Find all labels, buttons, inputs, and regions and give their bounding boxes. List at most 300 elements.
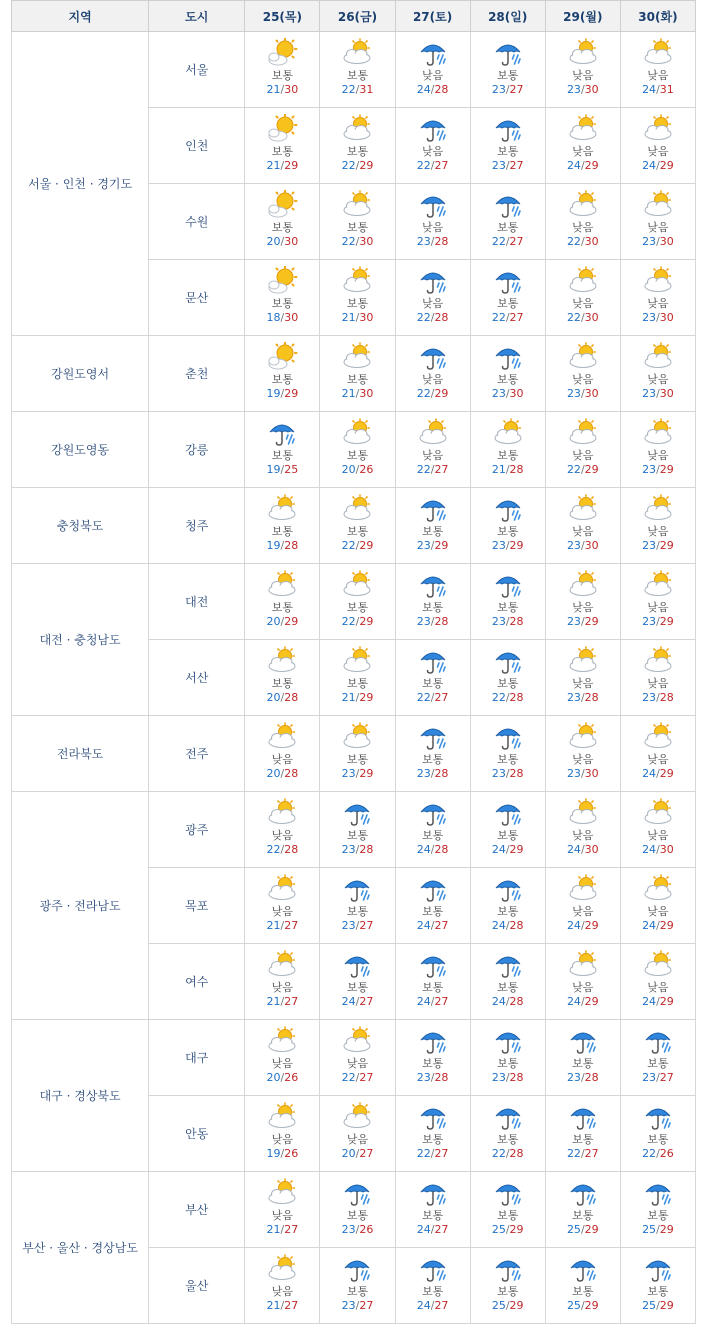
- rain-umbrella-icon: [491, 266, 525, 296]
- temperature-range: [567, 690, 599, 705]
- forecast-cell: [395, 336, 470, 412]
- forecast-cell-content: [320, 184, 394, 249]
- partly-cloudy-icon: [265, 570, 299, 600]
- rain-umbrella-icon: [491, 646, 525, 676]
- temperature-range: [567, 234, 599, 249]
- temperature-separator: /: [280, 919, 285, 932]
- high-temperature: 29: [584, 1223, 599, 1236]
- temperature-range: [417, 1146, 449, 1161]
- forecast-cell: [620, 564, 695, 640]
- low-temperature: 22: [491, 1147, 506, 1160]
- forecast-cell: [245, 32, 320, 108]
- temperature-separator: /: [280, 539, 285, 552]
- temperature-range: [267, 842, 299, 857]
- city-column-header: 도시: [149, 1, 245, 32]
- rain-umbrella-icon: [491, 342, 525, 372]
- forecast-cell: [470, 564, 545, 640]
- forecast-cell-content: [471, 640, 545, 705]
- forecast-cell-content: [546, 640, 620, 705]
- high-temperature: 29: [659, 919, 674, 932]
- low-temperature: 22: [491, 311, 506, 324]
- high-temperature: 26: [359, 463, 374, 476]
- forecast-cell: [395, 564, 470, 640]
- high-temperature: 27: [434, 159, 449, 172]
- temperature-range: [492, 614, 524, 629]
- city-cell: 춘천: [149, 336, 245, 412]
- high-temperature: 29: [659, 1299, 674, 1312]
- temperature-separator: /: [280, 387, 285, 400]
- high-temperature: 30: [584, 311, 599, 324]
- condition-label: 낮음: [572, 373, 594, 386]
- low-temperature: 23: [642, 539, 657, 552]
- condition-label: 낮음: [647, 449, 669, 462]
- temperature-range: [642, 1222, 674, 1237]
- partly-cloudy-icon: [641, 342, 675, 372]
- high-temperature: 27: [434, 995, 449, 1008]
- temperature-range: [417, 1298, 449, 1313]
- city-cell: 전주: [149, 716, 245, 792]
- partly-cloudy-icon: [265, 646, 299, 676]
- rain-umbrella-icon: [416, 950, 450, 980]
- forecast-cell: [545, 716, 620, 792]
- table-row: [12, 488, 696, 564]
- forecast-cell: [245, 564, 320, 640]
- forecast-cell: [620, 336, 695, 412]
- condition-label: 낮음: [647, 677, 669, 690]
- low-temperature: 23: [416, 235, 431, 248]
- temperature-range: [642, 1146, 674, 1161]
- forecast-cell-content: [546, 944, 620, 1009]
- partly-cloudy-icon: [566, 646, 600, 676]
- temperature-range: [417, 766, 449, 781]
- temperature-separator: /: [430, 159, 435, 172]
- forecast-cell-content: [396, 184, 470, 249]
- region-cell: 전라북도: [12, 716, 149, 792]
- forecast-cell: [620, 1172, 695, 1248]
- city-cell: 인천: [149, 108, 245, 184]
- temperature-range: [642, 842, 674, 857]
- temperature-separator: /: [430, 235, 435, 248]
- condition-label: 낮음: [572, 981, 594, 994]
- forecast-cell-content: [621, 792, 695, 857]
- partly-cloudy-icon: [265, 1102, 299, 1132]
- condition-label: 보통: [421, 1285, 444, 1298]
- low-temperature: 22: [416, 1147, 431, 1160]
- forecast-cell-content: [396, 1020, 470, 1085]
- low-temperature: 24: [416, 83, 431, 96]
- temperature-range: [642, 1298, 674, 1313]
- forecast-cell-content: [396, 868, 470, 933]
- temperature-separator: /: [505, 387, 510, 400]
- forecast-cell: [545, 488, 620, 564]
- condition-label: 보통: [497, 449, 519, 462]
- region-cell: 서울 · 인천 · 경기도: [12, 32, 149, 336]
- temperature-range: [342, 158, 374, 173]
- temperature-range: [342, 234, 374, 249]
- table-row: [12, 564, 696, 640]
- temperature-range: [567, 1298, 599, 1313]
- forecast-cell: [245, 108, 320, 184]
- low-temperature: 19: [266, 387, 281, 400]
- partly-cloudy-icon: [641, 114, 675, 144]
- forecast-cell: [620, 1248, 695, 1324]
- condition-label: 낮음: [271, 1133, 293, 1146]
- temperature-range: [417, 690, 449, 705]
- condition-label: 낮음: [346, 1133, 369, 1146]
- temperature-separator: /: [656, 767, 660, 780]
- high-temperature: 27: [434, 1299, 449, 1312]
- temperature-range: [492, 234, 524, 249]
- rain-umbrella-icon: [491, 114, 525, 144]
- high-temperature: 27: [659, 1071, 674, 1084]
- temperature-separator: /: [280, 767, 285, 780]
- temperature-separator: /: [505, 1223, 510, 1236]
- forecast-cell-content: [471, 792, 545, 857]
- high-temperature: 27: [509, 235, 524, 248]
- low-temperature: 23: [491, 83, 506, 96]
- forecast-cell-content: [245, 716, 319, 781]
- low-temperature: 24: [566, 919, 581, 932]
- forecast-cell-content: [546, 1096, 620, 1161]
- forecast-cell: [470, 944, 545, 1020]
- low-temperature: 22: [566, 311, 581, 324]
- rain-umbrella-icon: [491, 190, 525, 220]
- forecast-cell: [620, 108, 695, 184]
- forecast-cell-content: [546, 716, 620, 781]
- temperature-separator: /: [505, 1147, 510, 1160]
- temperature-separator: /: [580, 691, 585, 704]
- forecast-cell: [620, 716, 695, 792]
- rain-umbrella-icon: [416, 266, 450, 296]
- city-cell: 부산: [149, 1172, 245, 1248]
- high-temperature: 30: [584, 843, 599, 856]
- condition-label: 낮음: [572, 677, 594, 690]
- temperature-separator: /: [656, 463, 660, 476]
- table-body: [12, 32, 696, 1324]
- high-temperature: 31: [359, 83, 374, 96]
- forecast-cell: [395, 1248, 470, 1324]
- high-temperature: 29: [584, 995, 599, 1008]
- low-temperature: 22: [642, 1147, 657, 1160]
- high-temperature: 27: [359, 995, 374, 1008]
- forecast-cell: [320, 1248, 395, 1324]
- temperature-range: [492, 766, 524, 781]
- partly-cloudy-icon: [566, 570, 600, 600]
- high-temperature: 29: [584, 919, 599, 932]
- low-temperature: 23: [566, 387, 581, 400]
- high-temperature: 27: [359, 1299, 374, 1312]
- forecast-cell: [470, 260, 545, 336]
- forecast-cell: [620, 1096, 695, 1172]
- high-temperature: 26: [284, 1071, 299, 1084]
- high-temperature: 28: [509, 767, 524, 780]
- high-temperature: 27: [434, 919, 449, 932]
- temperature-separator: /: [656, 691, 660, 704]
- high-temperature: 31: [659, 83, 674, 96]
- forecast-cell: [470, 1248, 545, 1324]
- high-temperature: 28: [509, 995, 524, 1008]
- condition-label: 낮음: [271, 753, 293, 766]
- region-cell: 강원도영동: [12, 412, 149, 488]
- temperature-range: [342, 690, 374, 705]
- condition-label: 보통: [271, 449, 293, 462]
- forecast-cell: [395, 108, 470, 184]
- low-temperature: 23: [416, 1071, 431, 1084]
- high-temperature: 26: [359, 1223, 374, 1236]
- temperature-separator: /: [355, 767, 360, 780]
- forecast-cell: [245, 336, 320, 412]
- forecast-cell: [620, 412, 695, 488]
- forecast-cell: [620, 640, 695, 716]
- temperature-separator: /: [355, 1071, 360, 1084]
- partly-cloudy-icon: [340, 342, 374, 372]
- forecast-cell-content: [621, 260, 695, 325]
- sun-icon: [265, 38, 299, 68]
- temperature-separator: /: [505, 235, 510, 248]
- day-column-header: 30(화): [620, 1, 695, 32]
- temperature-range: [567, 842, 599, 857]
- rain-umbrella-icon: [491, 722, 525, 752]
- forecast-cell-content: [320, 336, 394, 401]
- low-temperature: 24: [416, 919, 431, 932]
- condition-label: 낮음: [647, 373, 669, 386]
- temperature-separator: /: [505, 691, 510, 704]
- partly-cloudy-icon: [566, 418, 600, 448]
- temperature-separator: /: [505, 311, 510, 324]
- low-temperature: 21: [266, 83, 281, 96]
- partly-cloudy-icon: [340, 494, 374, 524]
- high-temperature: 28: [434, 615, 449, 628]
- temperature-range: [342, 614, 374, 629]
- city-cell: 울산: [149, 1248, 245, 1324]
- temperature-range: [567, 538, 599, 553]
- rain-umbrella-icon: [416, 1026, 450, 1056]
- temperature-range: [267, 1070, 299, 1085]
- temperature-range: [642, 538, 674, 553]
- temperature-range: [642, 1070, 674, 1085]
- low-temperature: 23: [642, 235, 657, 248]
- temperature-range: [267, 918, 299, 933]
- condition-label: 보통: [647, 1285, 669, 1298]
- low-temperature: 22: [266, 843, 281, 856]
- rain-umbrella-icon: [416, 646, 450, 676]
- forecast-cell-content: [621, 488, 695, 553]
- low-temperature: 25: [566, 1223, 581, 1236]
- temperature-separator: /: [355, 615, 360, 628]
- condition-label: 보통: [497, 525, 519, 538]
- high-temperature: 29: [284, 387, 299, 400]
- temperature-range: [267, 386, 299, 401]
- low-temperature: 19: [266, 463, 281, 476]
- forecast-cell: [470, 792, 545, 868]
- forecast-cell-content: [396, 108, 470, 173]
- forecast-cell-content: [471, 260, 545, 325]
- high-temperature: 28: [509, 463, 524, 476]
- low-temperature: 24: [416, 843, 431, 856]
- partly-cloudy-icon: [340, 1026, 374, 1056]
- city-cell: 광주: [149, 792, 245, 868]
- temperature-separator: /: [505, 159, 510, 172]
- low-temperature: 23: [642, 387, 657, 400]
- high-temperature: 30: [359, 387, 374, 400]
- temperature-range: [267, 766, 299, 781]
- low-temperature: 24: [566, 995, 581, 1008]
- high-temperature: 28: [584, 1071, 599, 1084]
- forecast-cell-content: [471, 1020, 545, 1085]
- forecast-cell: [320, 1020, 395, 1096]
- condition-label: 보통: [497, 905, 519, 918]
- temperature-range: [417, 310, 449, 325]
- high-temperature: 27: [359, 1071, 374, 1084]
- forecast-cell-content: [245, 488, 319, 553]
- high-temperature: 28: [284, 539, 299, 552]
- condition-label: 보통: [421, 829, 444, 842]
- temperature-separator: /: [430, 539, 435, 552]
- forecast-cell-content: [320, 108, 394, 173]
- temperature-separator: /: [580, 843, 585, 856]
- temperature-range: [342, 538, 374, 553]
- high-temperature: 28: [434, 1071, 449, 1084]
- high-temperature: 27: [284, 919, 299, 932]
- temperature-separator: /: [430, 1223, 435, 1236]
- temperature-range: [492, 842, 524, 857]
- forecast-cell: [545, 1096, 620, 1172]
- high-temperature: 27: [509, 83, 524, 96]
- temperature-range: [492, 994, 524, 1009]
- low-temperature: 21: [341, 311, 356, 324]
- high-temperature: 27: [284, 995, 299, 1008]
- temperature-range: [492, 1070, 524, 1085]
- forecast-cell: [545, 336, 620, 412]
- high-temperature: 28: [509, 615, 524, 628]
- forecast-cell-content: [621, 868, 695, 933]
- condition-label: 보통: [346, 829, 369, 842]
- low-temperature: 21: [266, 1223, 281, 1236]
- temperature-separator: /: [355, 843, 360, 856]
- low-temperature: 23: [341, 1299, 356, 1312]
- condition-label: 보통: [647, 1133, 669, 1146]
- forecast-cell-content: [396, 412, 470, 477]
- low-temperature: 24: [642, 767, 657, 780]
- high-temperature: 28: [434, 83, 449, 96]
- temperature-separator: /: [355, 995, 360, 1008]
- condition-label: 낮음: [346, 1057, 369, 1070]
- city-cell: 안동: [149, 1096, 245, 1172]
- low-temperature: 20: [266, 691, 281, 704]
- high-temperature: 30: [359, 235, 374, 248]
- rain-umbrella-icon: [416, 1178, 450, 1208]
- low-temperature: 23: [642, 311, 657, 324]
- temperature-range: [492, 1298, 524, 1313]
- condition-label: 보통: [497, 753, 519, 766]
- condition-label: 낮음: [572, 145, 594, 158]
- forecast-cell: [470, 640, 545, 716]
- partly-cloudy-icon: [416, 418, 450, 448]
- forecast-cell-content: [320, 1096, 394, 1161]
- low-temperature: 24: [491, 995, 506, 1008]
- temperature-separator: /: [355, 159, 360, 172]
- forecast-cell-content: [245, 32, 319, 97]
- forecast-cell-content: [546, 32, 620, 97]
- low-temperature: 25: [491, 1299, 506, 1312]
- temperature-range: [417, 158, 449, 173]
- high-temperature: 29: [284, 615, 299, 628]
- condition-label: 낮음: [271, 829, 293, 842]
- partly-cloudy-icon: [566, 722, 600, 752]
- forecast-cell: [245, 1172, 320, 1248]
- high-temperature: 28: [434, 235, 449, 248]
- condition-label: 낮음: [421, 69, 444, 82]
- partly-cloudy-icon: [265, 1254, 299, 1284]
- forecast-cell: [470, 108, 545, 184]
- temperature-range: [417, 842, 449, 857]
- condition-label: 보통: [572, 1285, 594, 1298]
- table-row: [12, 412, 696, 488]
- forecast-cell: [395, 868, 470, 944]
- condition-label: 보통: [271, 373, 293, 386]
- temperature-separator: /: [355, 83, 360, 96]
- sun-icon: [265, 190, 299, 220]
- forecast-cell-content: [621, 1020, 695, 1085]
- forecast-cell-content: [621, 336, 695, 401]
- temperature-separator: /: [355, 235, 360, 248]
- low-temperature: 21: [266, 159, 281, 172]
- high-temperature: 25: [284, 463, 299, 476]
- temperature-range: [417, 918, 449, 933]
- temperature-separator: /: [505, 767, 510, 780]
- condition-label: 보통: [497, 601, 519, 614]
- condition-label: 보통: [497, 1057, 519, 1070]
- low-temperature: 24: [341, 995, 356, 1008]
- low-temperature: 19: [266, 539, 281, 552]
- partly-cloudy-icon: [641, 570, 675, 600]
- condition-label: 낮음: [572, 449, 594, 462]
- condition-label: 보통: [421, 981, 444, 994]
- table-row: [12, 1020, 696, 1096]
- forecast-cell-content: [471, 716, 545, 781]
- temperature-range: [567, 1146, 599, 1161]
- rain-umbrella-icon: [491, 1178, 525, 1208]
- rain-umbrella-icon: [491, 950, 525, 980]
- forecast-cell: [245, 488, 320, 564]
- forecast-cell-content: [471, 488, 545, 553]
- high-temperature: 29: [284, 159, 299, 172]
- temperature-range: [567, 82, 599, 97]
- temperature-separator: /: [505, 843, 510, 856]
- condition-label: 낮음: [647, 753, 669, 766]
- forecast-cell-content: [471, 868, 545, 933]
- rain-umbrella-icon: [416, 38, 450, 68]
- region-cell: 강원도영서: [12, 336, 149, 412]
- rain-umbrella-icon: [566, 1254, 600, 1284]
- rain-umbrella-icon: [416, 190, 450, 220]
- forecast-cell: [320, 488, 395, 564]
- temperature-separator: /: [580, 995, 585, 1008]
- temperature-separator: /: [280, 1223, 285, 1236]
- forecast-cell-content: [546, 108, 620, 173]
- forecast-cell: [545, 32, 620, 108]
- temperature-separator: /: [355, 691, 360, 704]
- low-temperature: 22: [341, 159, 356, 172]
- partly-cloudy-icon: [265, 798, 299, 828]
- partly-cloudy-icon: [566, 950, 600, 980]
- high-temperature: 30: [284, 83, 299, 96]
- rain-umbrella-icon: [641, 1254, 675, 1284]
- forecast-cell: [395, 488, 470, 564]
- partly-cloudy-icon: [641, 266, 675, 296]
- low-temperature: 23: [341, 1223, 356, 1236]
- forecast-cell-content: [320, 488, 394, 553]
